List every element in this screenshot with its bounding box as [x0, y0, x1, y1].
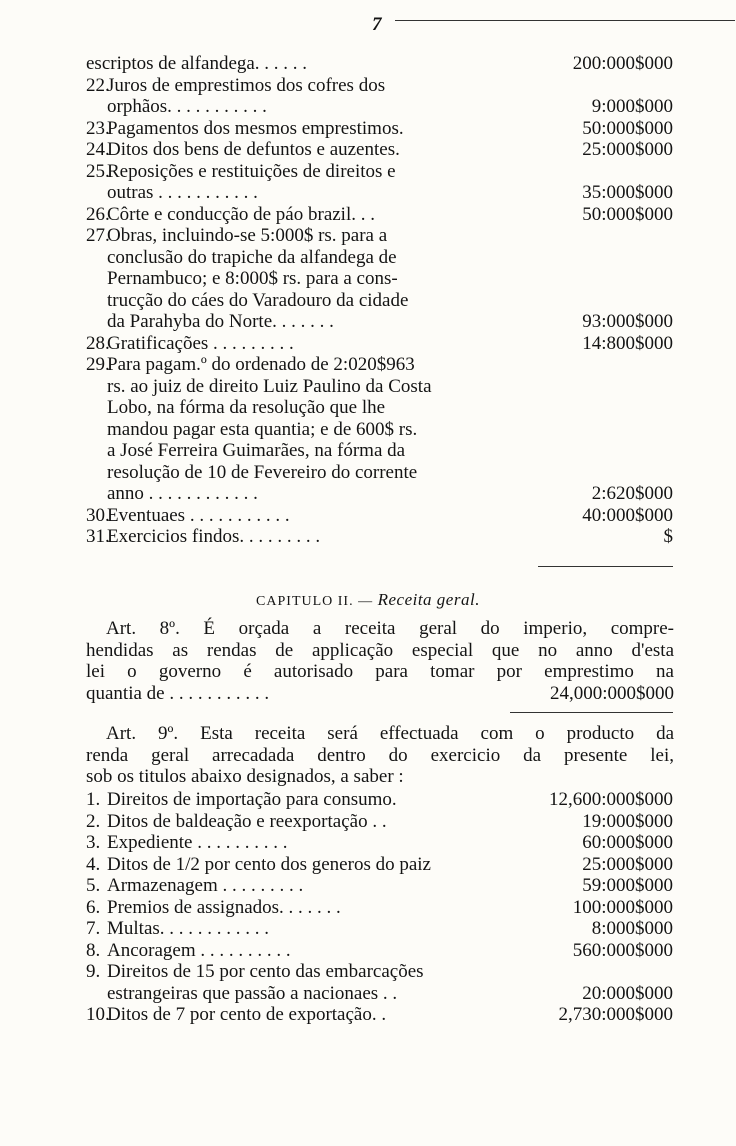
item-amount: 14:800$000 [582, 332, 673, 354]
list-item-line [0, 182, 736, 204]
chapter-heading [0, 590, 736, 610]
expense-list [0, 53, 736, 548]
list-item-line [0, 75, 736, 97]
item-text: trucção do cáes do Varadouro da cidade [107, 289, 409, 311]
paragraph-line: sob os titulos abaixo designados, a saber : [86, 766, 404, 787]
list-item-line [0, 940, 736, 962]
list-item-line [0, 247, 736, 269]
item-amount: 8:000$000 [591, 918, 673, 939]
item-text: anno . . . . . . . . . . . . [107, 483, 258, 504]
item-text: orphãos. . . . . . . . . . . [107, 96, 267, 117]
item-text: Ditos de 1/2 por cento dos generos do paiz [107, 853, 431, 875]
item-text: Gratificações . . . . . . . . . [107, 332, 294, 354]
chapter-title: Receita geral. [377, 590, 480, 609]
article-amount: 24,000:000$000 [549, 682, 674, 704]
item-text: resolução de 10 de Fevereiro do corrente [107, 461, 418, 483]
item-amount: 560:000$000 [572, 939, 673, 961]
item-text: Obras, incluindo-se 5:000$ rs. para a [107, 225, 388, 246]
item-amount: 25:000$000 [582, 853, 673, 875]
item-text: Premios de assignados. . . . . . . [107, 896, 341, 918]
list-item-line [0, 505, 736, 527]
list-item-line [0, 789, 736, 811]
list-item-line [0, 333, 736, 355]
article-9 [86, 723, 674, 788]
paragraph-line: lei o governo é autorisado para tomar por emprestimo na [86, 661, 674, 682]
item-amount: 59:000$000 [582, 875, 673, 896]
item-amount: 50:000$000 [582, 203, 673, 225]
item-text: Ditos de baldeação e reexportação . . [107, 810, 387, 832]
item-amount: 35:000$000 [582, 182, 673, 203]
revenue-list [0, 789, 736, 1026]
list-item-line [0, 440, 736, 462]
list-item-line [0, 419, 736, 441]
list-item-line [0, 204, 736, 226]
item-amount: 100:000$000 [572, 896, 673, 918]
item-text: Armazenagem . . . . . . . . . [107, 875, 304, 896]
item-amount: 40:000$000 [582, 504, 673, 526]
item-amount: 2:620$000 [591, 483, 673, 504]
list-item-line [0, 53, 736, 75]
item-amount: 2,730:000$000 [558, 1004, 673, 1025]
list-item-line [0, 483, 736, 505]
item-text: conclusão do trapiche da alfandega de [107, 246, 397, 268]
item-number: 7. [86, 918, 101, 939]
item-number: 29. [86, 354, 110, 375]
item-number: 10. [86, 1004, 110, 1025]
item-number: 9. [86, 961, 101, 982]
item-text: Expediente . . . . . . . . . . [107, 832, 288, 853]
item-text: Ditos de 7 por cento de exportação. . [107, 1004, 387, 1025]
item-amount: 19:000$000 [582, 810, 673, 832]
item-text: Côrte e conducção de páo brazil. . . [107, 203, 375, 225]
list-item-line [0, 139, 736, 161]
list-item-line [0, 918, 736, 940]
item-amount: 93:000$000 [582, 311, 673, 332]
item-text: Para pagam.º do ordenado de 2:020$963 [107, 354, 415, 375]
item-amount: 25:000$000 [582, 139, 673, 160]
paragraph-line: hendidas as rendas de applicação especial que no anno d'esta [86, 639, 674, 661]
list-item-line [0, 376, 736, 398]
list-item-line [0, 268, 736, 290]
list-item-line [0, 961, 736, 983]
item-text: Exercicios findos. . . . . . . . . [107, 526, 321, 547]
item-text: outras . . . . . . . . . . . [107, 182, 258, 203]
item-number: 27. [86, 225, 110, 246]
article-8 [86, 618, 674, 704]
item-text: mandou pagar esta quantia; e de 600$ rs. [107, 418, 418, 440]
item-number: 26. [86, 203, 110, 225]
list-item-line [0, 397, 736, 419]
item-amount: 60:000$000 [582, 832, 673, 853]
item-amount: 50:000$000 [582, 117, 673, 139]
item-text: Multas. . . . . . . . . . . . [107, 918, 270, 939]
page-number: 7 [372, 14, 382, 35]
paragraph-line: Art. 8º. É orçada a receita geral do imperio, compre- [106, 618, 674, 639]
item-number: 4. [86, 853, 101, 875]
item-text: Pernambuco; e 8:000$ rs. para a cons- [107, 268, 398, 289]
item-number: 24. [86, 139, 110, 160]
list-item-line [0, 983, 736, 1005]
list-item-line [0, 462, 736, 484]
item-text: Pagamentos dos mesmos emprestimos. [107, 117, 404, 139]
list-item-line [0, 161, 736, 183]
item-text: estrangeiras que passão a nacionaes . . [107, 982, 398, 1004]
item-amount: $ [663, 526, 673, 547]
item-number: 22. [86, 74, 110, 96]
item-number: 1. [86, 789, 101, 810]
list-item-line [0, 290, 736, 312]
list-item-line [0, 118, 736, 140]
total-rule-1 [538, 566, 673, 567]
list-item-line [0, 354, 736, 376]
list-item-line [0, 526, 736, 548]
item-number: 25. [86, 160, 110, 182]
item-text: Eventuaes . . . . . . . . . . . [107, 504, 290, 526]
item-text: Ditos dos bens de defuntos e auzentes. [107, 139, 400, 160]
item-number: 23. [86, 117, 110, 139]
item-amount: 9:000$000 [591, 96, 673, 117]
item-text: escriptos de alfandega. . . . . . [86, 53, 308, 74]
list-item-line [0, 311, 736, 333]
total-rule-2 [510, 712, 673, 713]
item-amount: 200:000$000 [572, 53, 673, 74]
header-rule [395, 20, 735, 21]
item-number: 6. [86, 896, 101, 918]
item-number: 8. [86, 939, 101, 961]
item-amount: 20:000$000 [582, 982, 673, 1004]
list-item-line [0, 96, 736, 118]
item-number: 3. [86, 832, 101, 853]
item-text: Direitos de 15 por cento das embarcações [107, 961, 424, 982]
item-number: 30. [86, 504, 110, 526]
item-text: Reposições e restituições de direitos e [107, 160, 396, 182]
item-text: da Parahyba do Norte. . . . . . . [107, 311, 334, 332]
list-item-line [0, 225, 736, 247]
item-text: Juros de emprestimos dos cofres dos [107, 74, 386, 96]
list-item-line [0, 854, 736, 876]
paragraph-line: Art. 9º. Esta receita será effectuada com o producto da [106, 723, 674, 744]
item-text: a José Ferreira Guimarães, na fórma da [107, 440, 406, 461]
paragraph-line: quantia de . . . . . . . . . . . [86, 682, 270, 704]
paragraph-line: renda geral arrecadada dentro do exercicio da presente lei, [86, 744, 674, 766]
item-number: 5. [86, 875, 101, 896]
item-text: Lobo, na fórma da resolução que lhe [107, 397, 386, 418]
item-text: Direitos de importação para consumo. [107, 789, 397, 810]
item-amount: 12,600:000$000 [548, 789, 673, 810]
list-item-line [0, 875, 736, 897]
list-item-line [0, 832, 736, 854]
item-number: 2. [86, 810, 101, 832]
list-item-line [0, 1004, 736, 1026]
item-number: 28. [86, 332, 110, 354]
chapter-label: CAPITULO II. — [256, 594, 378, 609]
list-item-line [0, 897, 736, 919]
item-number: 31. [86, 526, 110, 547]
item-text: rs. ao juiz de direito Luiz Paulino da Costa [107, 375, 432, 397]
item-text: Ancoragem . . . . . . . . . . [107, 939, 291, 961]
list-item-line [0, 811, 736, 833]
